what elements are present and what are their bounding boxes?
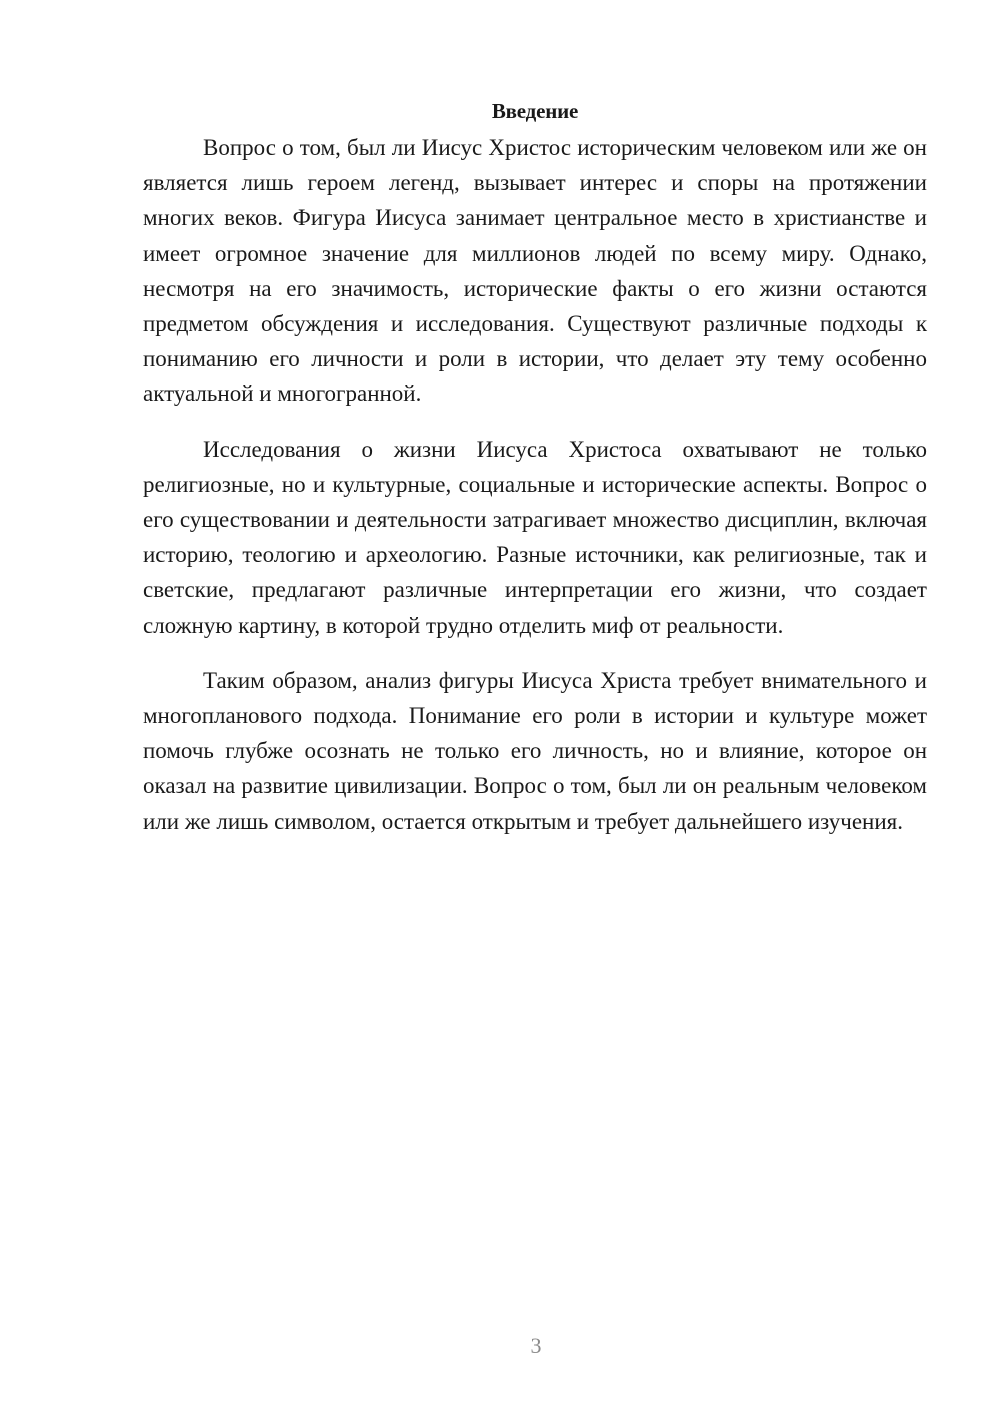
section-title: Введение [491,99,579,123]
page-number: 3 [530,1333,542,1358]
paragraph-1: Вопрос о том, был ли Иисус Христос историческим человеком или же он является лишь героем легенд, вызывает интерес и споры на протяжении многих веков. Фигура Иисуса занимает центральное место в христианстве и имеет огромное значение для миллионов людей по всему миру. Однако, несмотря на его значимость, исторические факты о его жизни остаются предметом обсуждения и исследования. Существуют различные подходы к пониманию его личности и роли в истории, что делает эту тему особенно актуальной и многогранной. [143,135,927,407]
document-body [143,95,927,859]
paragraph-3: Таким образом, анализ фигуры Иисуса Христа требует внимательного и многопланового подхода. Понимание его роли в истории и культуре может помочь глубже осознать не только его личность, но и влияние, которое он оказал на развитие цивилизации. Вопрос о том, был ли он реальным человеком или же лишь символом, остается открытым и требует дальнейшего изучения. [143,667,927,834]
paragraph-2: Исследования о жизни Иисуса Христоса охватывают не только религиозные, но и культурные, социальные и исторические аспекты. Вопрос о его существовании и деятельности затрагивает множество дисциплин, включая историю, теологию и археологию. Разные источники, как религиозные, так и светские, предлагают различные интерпретации его жизни, что создает сложную картину, в которой трудно отделить миф от реальности. [143,436,927,638]
